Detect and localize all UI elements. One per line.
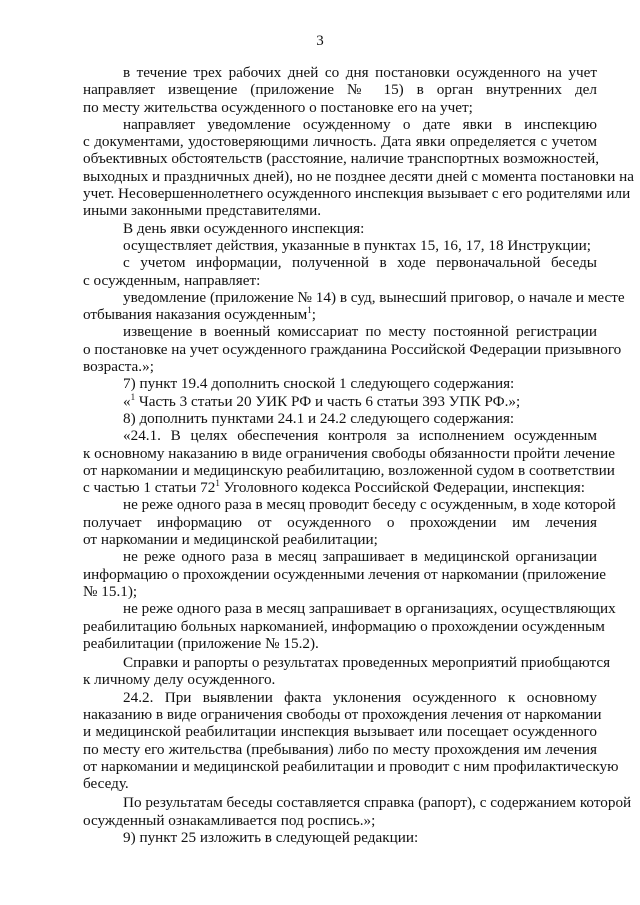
text-segment: учет. Несовершеннолетнего осужденного инспекция вызывает с его родителями или	[83, 185, 631, 203]
text-segment: от наркомании и медицинской реабилитации и проводит с ним профилактическую	[83, 757, 619, 775]
text-segment: 24.2. При выявлении факта уклонения осужденного к основному	[123, 688, 597, 706]
text-line	[83, 496, 616, 514]
text-segment: уведомление (приложение № 14) в суд, вынесший приговор, о начале и месте	[123, 288, 625, 306]
paragraph	[83, 323, 622, 376]
footnote-marker: 1	[215, 478, 220, 489]
footnote-marker: 1	[130, 391, 136, 402]
paragraph	[83, 115, 635, 220]
text-line	[83, 617, 605, 635]
text-segment: о постановке на учет осужденного гражданина Российской Федерации призывного	[83, 340, 622, 358]
text-line	[83, 116, 597, 133]
paragraph	[83, 410, 597, 427]
text-segment: с учетом информации, полученной в ходе первоначальной беседы	[123, 254, 597, 272]
text-line	[83, 202, 597, 219]
text-segment: 8) дополнить пунктами 24.1 и 24.2 следующего содержания:	[123, 409, 515, 427]
text-line	[83, 237, 597, 254]
text-segment: «	[123, 392, 131, 410]
text-line	[83, 323, 597, 340]
text-segment: Уголовного кодекса Российской Федерации, инспекция:	[219, 479, 585, 497]
text-segment: Справки и рапорты о результатах проведенных мероприятий приобщаются	[123, 654, 611, 672]
paragraph	[83, 393, 597, 410]
text-line	[83, 565, 606, 583]
text-segment: ;	[311, 306, 316, 324]
text-line	[83, 375, 597, 392]
paragraph	[83, 375, 597, 392]
text-line	[83, 531, 597, 548]
text-line	[83, 583, 597, 600]
paragraph	[83, 600, 616, 652]
text-segment: наказанию в виде ограничения свободы от прохождения лечения от наркомании	[83, 705, 602, 723]
text-segment: от наркомании и медицинской реабилитации;	[83, 531, 378, 549]
text-segment: не реже одного раза в месяц запрашивает в организациях, осуществляющих	[123, 600, 616, 618]
text-segment: 7) пункт 19.4 дополнить сноской 1 следующего содержания:	[123, 375, 515, 393]
text-segment: реабилитации (приложение № 15.2).	[83, 634, 319, 652]
text-line	[83, 794, 632, 812]
text-line	[83, 654, 611, 672]
text-segment: Часть 3 статьи 20 УИК РФ и часть 6 статьи 393 УПК РФ.»;	[135, 392, 521, 410]
text-line	[83, 461, 615, 479]
text-line	[83, 812, 597, 829]
document-body	[83, 64, 635, 847]
text-line	[83, 829, 597, 846]
text-segment: отбывания наказания осужденным	[83, 306, 308, 324]
paragraph	[83, 64, 597, 116]
text-segment: от наркомании и медицинскую реабилитацию, возложенной судом в соответствии	[83, 461, 615, 479]
paragraph	[83, 548, 606, 600]
text-line	[83, 741, 597, 758]
text-line	[83, 340, 622, 358]
text-line	[83, 272, 597, 289]
text-line	[83, 444, 616, 462]
paragraph	[83, 254, 597, 289]
text-line	[83, 635, 597, 652]
text-segment: По результатам беседы составляется справка (рапорт), с содержанием которой	[123, 794, 632, 812]
paragraph	[83, 794, 632, 829]
text-segment: осуществляет действия, указанные в пунктах 15, 16, 17, 18 Инструкции;	[123, 236, 591, 254]
text-line	[83, 167, 635, 185]
text-segment: и медицинской реабилитации инспекция вызывает или посещает осужденного	[83, 723, 597, 741]
page-number: 3	[316, 33, 324, 49]
text-segment: с осужденным, направляет:	[83, 271, 261, 289]
text-line	[83, 427, 597, 444]
text-segment: 9) пункт 25 изложить в следующей редакции:	[123, 829, 419, 847]
text-segment: иными законными представителями.	[83, 202, 322, 220]
text-segment: с частью 1 статьи 72	[83, 479, 216, 497]
paragraph	[83, 427, 616, 497]
text-line	[83, 99, 597, 116]
text-segment: информацию о прохождении осужденными лечения от наркомании (приложение	[83, 565, 606, 583]
text-segment: № 15.1);	[83, 582, 138, 600]
text-segment: извещение в военный комиссариат по месту постоянной регистрации	[123, 323, 597, 341]
text-line	[83, 358, 597, 375]
text-line	[83, 723, 597, 740]
text-line	[83, 64, 597, 81]
paragraph	[83, 688, 619, 793]
text-line	[83, 705, 602, 723]
text-segment: к основному наказанию в виде ограничения свободы обязанности пройти лечение	[83, 444, 616, 462]
text-segment: В день явки осужденного инспекция:	[123, 219, 365, 237]
text-line	[83, 410, 597, 427]
paragraph	[83, 829, 597, 846]
text-segment: беседу.	[83, 775, 129, 793]
text-line	[83, 479, 597, 496]
text-line	[83, 689, 597, 706]
text-line	[83, 150, 600, 168]
text-line	[83, 600, 616, 618]
text-segment: по месту жительства осужденного о постановке его на учет;	[83, 98, 473, 116]
text-segment: по месту его жительства (пребывания) либо по месту прохождения им лечения	[83, 740, 597, 758]
paragraph	[83, 288, 625, 324]
paragraph	[83, 237, 597, 254]
text-line	[83, 220, 597, 237]
text-line	[83, 185, 631, 203]
text-segment: с документами, удостоверяющими личность. Дата явки определяется с учетом	[83, 133, 597, 151]
text-segment: направляет уведомление осужденному о дате явки в инспекцию	[123, 115, 597, 133]
text-segment: возраста.»;	[83, 358, 154, 376]
text-line	[83, 288, 625, 306]
paragraph	[83, 654, 611, 689]
paragraph	[83, 496, 616, 549]
text-line	[83, 548, 597, 565]
text-segment: выходных и праздничных дней), но не позднее десяти дней с момента постановки на	[83, 167, 635, 185]
paragraph	[83, 220, 597, 237]
text-segment: осужденный ознакамливается под роспись.»;	[83, 811, 376, 829]
text-segment: к личному делу осужденного.	[83, 671, 276, 689]
text-line	[83, 81, 597, 98]
text-segment: направляет извещение (приложение № 15) в орган внутренних дел	[83, 81, 597, 99]
text-line	[83, 775, 597, 792]
text-segment: «24.1. В целях обеспечения контроля за исполнением осужденным	[123, 427, 597, 445]
text-line	[83, 254, 597, 271]
text-segment: объективных обстоятельств (расстояние, наличие транспортных возможностей,	[83, 150, 600, 168]
text-segment: не реже одного раза в месяц проводит беседу с осужденным, в ходе которой	[123, 496, 616, 514]
text-segment: не реже одного раза в месяц запрашивает в медицинской организации	[123, 548, 597, 566]
text-line	[83, 671, 597, 688]
text-segment: в течение трех рабочих дней со дня постановки осужденного на учет	[123, 64, 597, 81]
text-line	[83, 393, 597, 410]
text-line	[83, 757, 619, 775]
text-line	[83, 133, 597, 150]
text-line	[83, 306, 597, 323]
text-line	[83, 514, 597, 531]
footnote-marker: 1	[307, 305, 312, 316]
text-segment: реабилитацию больных наркоманией, информацию о прохождении осужденным	[83, 617, 605, 635]
text-segment: получает информацию от осужденного о прохождении им лечения	[83, 513, 597, 531]
